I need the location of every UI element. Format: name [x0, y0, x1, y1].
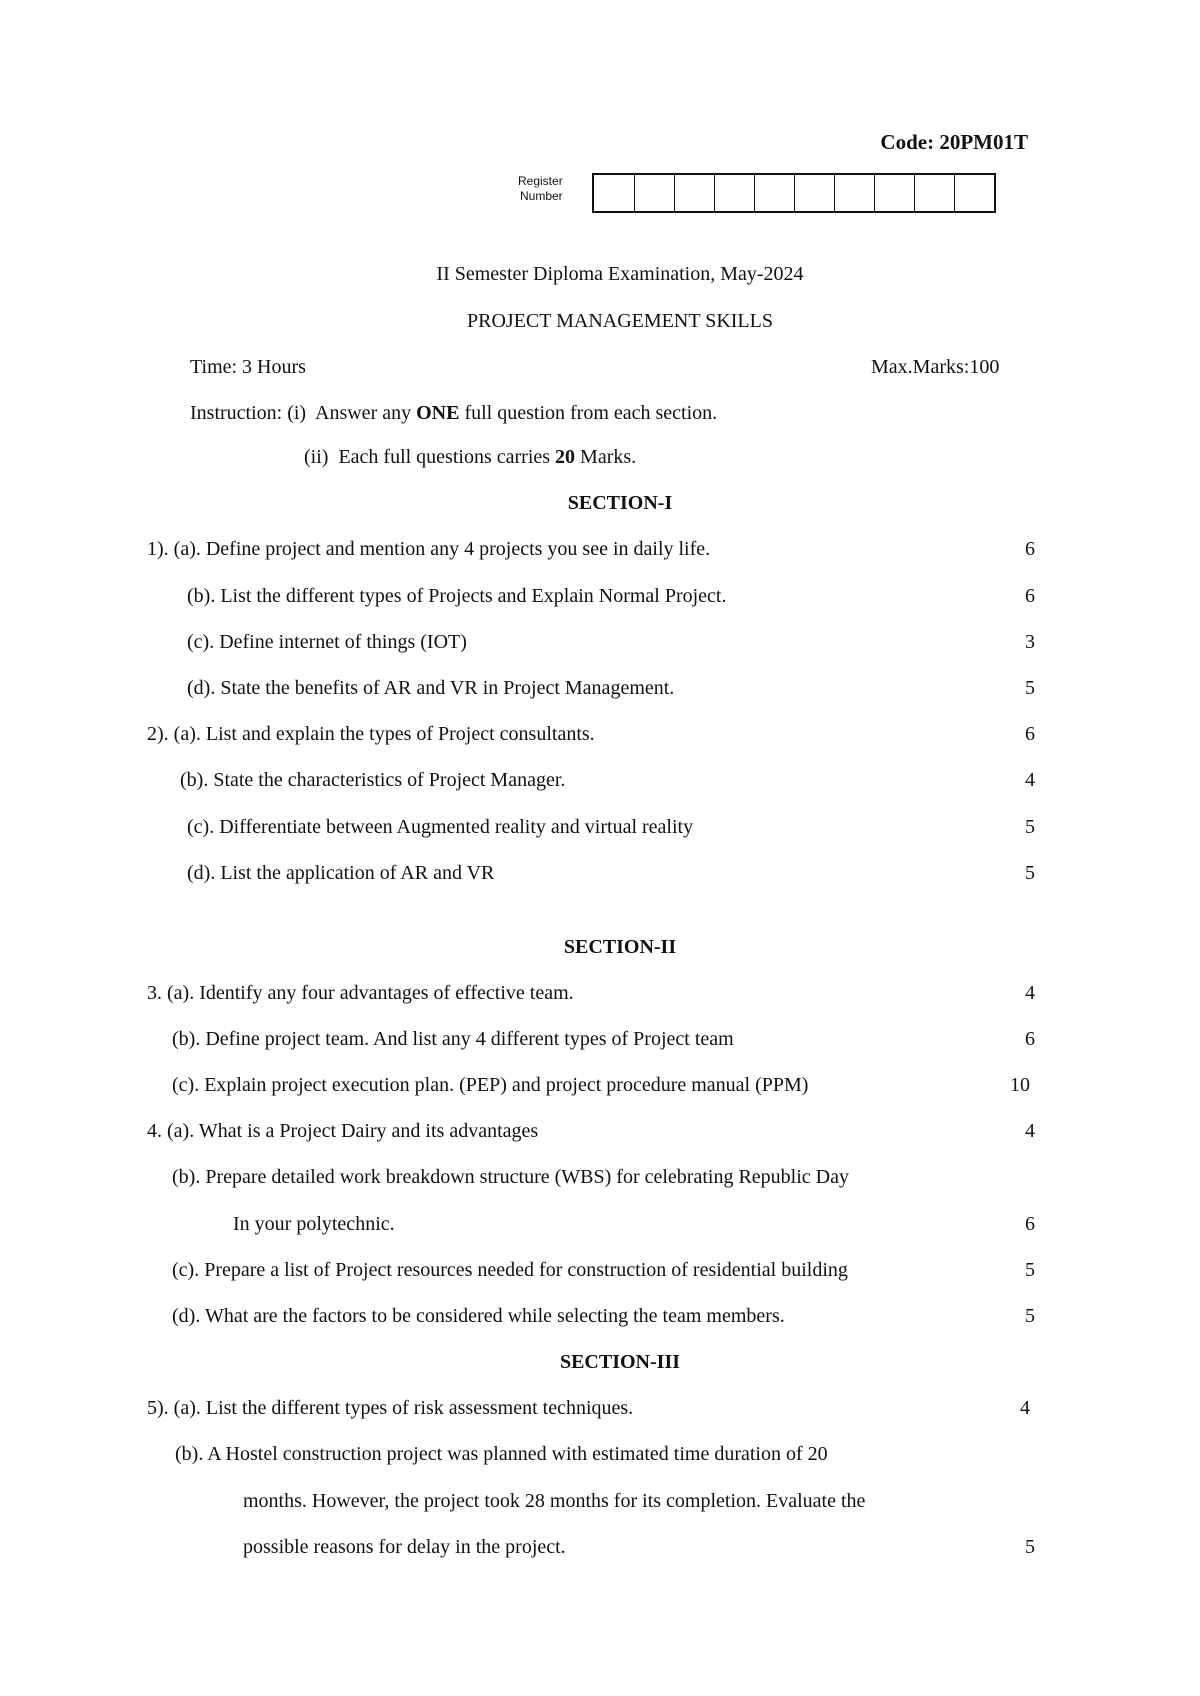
register-number-label	[518, 174, 563, 204]
register-digit-box[interactable]	[674, 175, 714, 211]
instruction-i-text-a: Answer any	[315, 402, 417, 424]
instruction-ii-text-a: Each full questions carries	[338, 446, 556, 468]
question-1a: 1). (a). Define project and mention any 4 projects you see in daily life.	[147, 538, 711, 560]
register-digit-box[interactable]	[634, 175, 674, 211]
marks-2d: 5	[1025, 862, 1035, 884]
marks-4a: 4	[1025, 1120, 1035, 1142]
instruction-ii-prefix: (ii)	[304, 446, 329, 468]
question-5b-line2: months. However, the project took 28 months for its completion. Evaluate the	[243, 1490, 866, 1512]
marks-2b: 4	[1025, 769, 1035, 791]
paper-code: Code: 20PM01T	[880, 130, 1028, 154]
marks-5b: 5	[1025, 1536, 1035, 1558]
marks-4c: 5	[1025, 1259, 1035, 1281]
question-5b-line1: (b). A Hostel construction project was planned with estimated time duration of 20	[175, 1443, 828, 1465]
question-1c: (c). Define internet of things (IOT)	[187, 631, 467, 653]
instruction-ii-bold: 20	[555, 446, 576, 468]
register-digit-box[interactable]	[914, 175, 954, 211]
question-2a: 2). (a). List and explain the types of Project consultants.	[147, 723, 595, 745]
section-heading-1: SECTION-I	[567, 492, 673, 514]
instruction-ii-text-b: Marks.	[575, 446, 637, 468]
instruction-line-2	[304, 445, 636, 469]
marks-2c: 5	[1025, 816, 1035, 838]
register-digit-box[interactable]	[714, 175, 754, 211]
question-4b-line2: In your polytechnic.	[233, 1213, 395, 1235]
register-digit-box[interactable]	[794, 175, 834, 211]
question-3a: 3. (a). Identify any four advantages of effective team.	[147, 982, 574, 1004]
question-4a: 4. (a). What is a Project Dairy and its advantages	[147, 1120, 539, 1142]
marks-4b: 6	[1025, 1213, 1035, 1235]
marks-5a: 4	[1020, 1397, 1030, 1419]
question-1d: (d). State the benefits of AR and VR in Project Management.	[187, 677, 675, 699]
marks-4d: 5	[1025, 1305, 1035, 1327]
question-2d: (d). List the application of AR and VR	[187, 862, 495, 884]
section-heading-3: SECTION-III	[559, 1351, 681, 1373]
register-label-line1: Register	[518, 174, 563, 188]
register-digit-box[interactable]	[954, 175, 994, 211]
question-3c: (c). Explain project execution plan. (PEP) and project procedure manual (PPM)	[172, 1074, 809, 1096]
register-digit-box[interactable]	[834, 175, 874, 211]
instruction-i-text-b: full question from each section.	[459, 402, 718, 424]
instruction-label: Instruction:	[190, 402, 283, 424]
marks-3b: 6	[1025, 1028, 1035, 1050]
question-2b: (b). State the characteristics of Project Manager.	[180, 769, 566, 791]
question-4b-line1: (b). Prepare detailed work breakdown structure (WBS) for celebrating Republic Day	[172, 1166, 849, 1188]
register-digit-box[interactable]	[754, 175, 794, 211]
marks-1d: 5	[1025, 677, 1035, 699]
marks-3c: 10	[1010, 1074, 1030, 1096]
instruction-line-1	[190, 401, 717, 425]
exam-time: Time: 3 Hours	[190, 356, 306, 378]
question-4d: (d). What are the factors to be considered while selecting the team members.	[172, 1305, 785, 1327]
question-3b: (b). Define project team. And list any 4 different types of Project team	[172, 1028, 734, 1050]
question-5a: 5). (a). List the different types of risk assessment techniques.	[147, 1397, 634, 1419]
instruction-i-bold: ONE	[416, 402, 460, 424]
subject-title: PROJECT MANAGEMENT SKILLS	[467, 310, 773, 332]
register-digit-box[interactable]	[594, 175, 634, 211]
marks-1a: 6	[1025, 538, 1035, 560]
marks-2a: 6	[1025, 723, 1035, 745]
exam-title: II Semester Diploma Examination, May-2024	[436, 263, 804, 285]
max-marks: Max.Marks:100	[871, 356, 1000, 378]
register-digit-box[interactable]	[874, 175, 914, 211]
instruction-i-prefix: (i)	[287, 402, 307, 424]
question-2c: (c). Differentiate between Augmented reality and virtual reality	[187, 816, 694, 838]
question-1b: (b). List the different types of Projects and Explain Normal Project.	[187, 585, 727, 607]
marks-3a: 4	[1025, 982, 1035, 1004]
question-4c: (c). Prepare a list of Project resources needed for construction of residential building	[172, 1259, 848, 1281]
register-number-boxes[interactable]	[592, 173, 996, 213]
marks-1b: 6	[1025, 585, 1035, 607]
section-heading-2: SECTION-II	[563, 936, 677, 958]
marks-1c: 3	[1025, 631, 1035, 653]
question-5b-line3: possible reasons for delay in the project.	[243, 1536, 566, 1558]
register-label-line2: Number	[520, 189, 563, 203]
